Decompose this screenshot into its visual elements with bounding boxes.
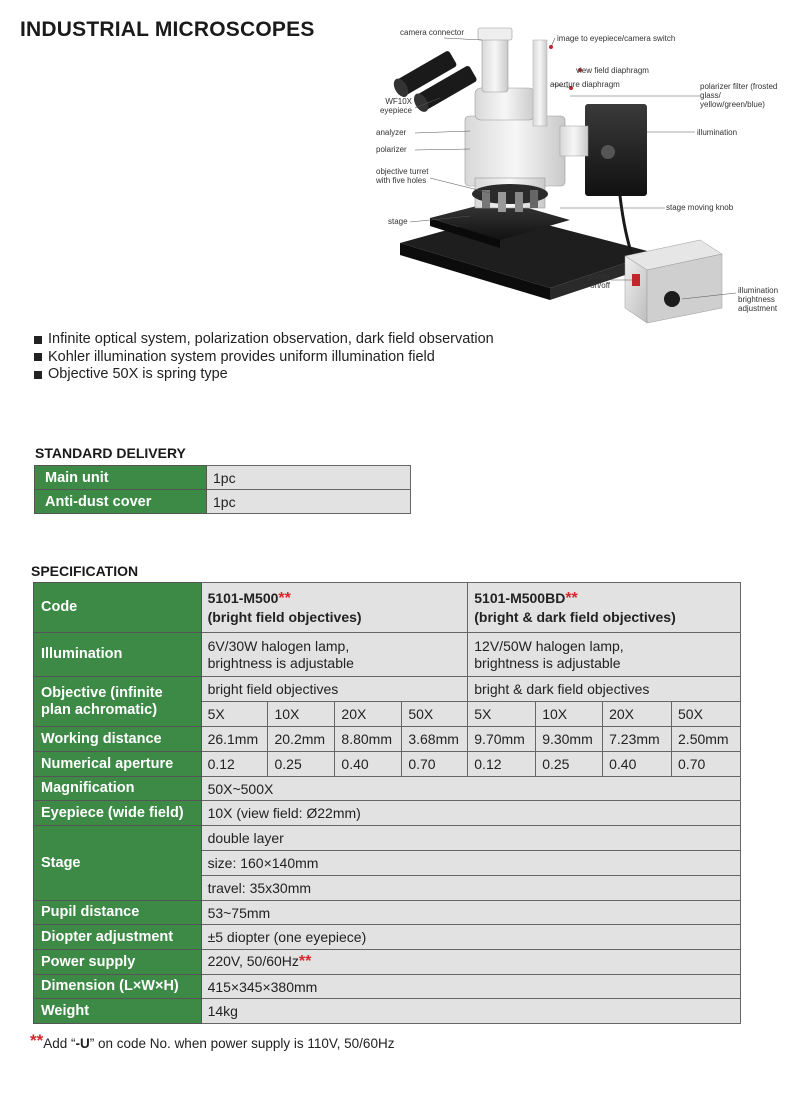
footnote-stars: ** [30,1031,44,1050]
callout-aperture-diaphragm: aperture diaphragm [550,80,620,89]
table-row [34,677,741,702]
callout-polarizer: polarizer [376,145,407,154]
callout-eyepiece: WF10X eyepiece [379,97,412,115]
footnote: **Add “-U” on code No. when power supply is 110V, 50/60Hz [30,1031,395,1051]
callout-illumination: illumination [697,128,738,137]
numerical-aperture-cell: 0.12 [468,752,536,777]
diopter-value: ±5 diopter (one eyepiece) [201,925,740,950]
table-row [34,826,741,851]
table-row [34,583,741,633]
objective-cell: 50X [672,702,741,727]
spec-label-pupil-distance: Pupil distance [34,901,202,925]
table-row [34,801,741,826]
weight-value: 14kg [201,999,740,1024]
table-row [34,950,741,975]
numerical-aperture-cell: 0.25 [268,752,335,777]
table-row [34,975,741,999]
note-star: ** [565,590,578,607]
feature-list [34,331,494,384]
table-row [34,727,741,752]
working-distance-cell: 20.2mm [268,727,335,752]
objective-cell: 5X [201,702,268,727]
spec-title: SPECIFICATION [31,563,139,579]
model-1-illumination: 6V/30W halogen lamp, brightness is adjustable [201,633,468,677]
feature-item: Objective 50X is spring type [34,366,494,384]
spec-label-working-distance: Working distance [34,727,202,752]
callout-objective-turret: objective turret with five holes [376,167,429,185]
spec-label-power-supply: Power supply [34,950,202,975]
spec-label-numerical-aperture: Numerical aperture [34,752,202,777]
spec-label-stage: Stage [34,826,202,901]
working-distance-cell: 9.70mm [468,727,536,752]
table-row [35,466,411,490]
table-row [34,925,741,950]
objective-cell: 20X [335,702,402,727]
objective-cell: 20X [603,702,672,727]
working-distance-cell: 2.50mm [672,727,741,752]
magnification-value: 50X~500X [201,777,740,801]
numerical-aperture-cell: 0.70 [402,752,468,777]
model-2-illumination: 12V/50W halogen lamp, brightness is adjustable [468,633,741,677]
working-distance-cell: 7.23mm [603,727,672,752]
model-2-objective-type: bright & dark field objectives [468,677,741,702]
callout-image-switch: image to eyepiece/camera switch [557,34,676,43]
numerical-aperture-cell: 0.70 [672,752,741,777]
eyepiece-value: 10X (view field: Ø22mm) [201,801,740,826]
delivery-label: Main unit [35,466,207,490]
spec-label-diopter: Diopter adjustment [34,925,202,950]
table-row [34,752,741,777]
objective-cell: 50X [402,702,468,727]
pupil-distance-value: 53~75mm [201,901,740,925]
spec-label-dimension: Dimension (L×W×H) [34,975,202,999]
numerical-aperture-cell: 0.25 [536,752,603,777]
delivery-value: 1pc [207,490,411,514]
callout-brightness-adjustment: illumination brightness adjustment [738,286,779,313]
spec-label-code: Code [34,583,202,633]
callout-camera-connector: camera connector [400,28,465,37]
spec-label-magnification: Magnification [34,777,202,801]
table-row [34,901,741,925]
callout-stage: stage [388,217,408,226]
objective-cell: 5X [468,702,536,727]
objective-cell: 10X [268,702,335,727]
note-star: ** [278,590,291,607]
feature-item: Kohler illumination system provides uniform illumination field [34,349,494,367]
objective-cell: 10X [536,702,603,727]
table-row [34,777,741,801]
numerical-aperture-cell: 0.12 [201,752,268,777]
callout-view-field-diaphragm: view field diaphragm [576,66,649,75]
delivery-label: Anti-dust cover [35,490,207,514]
stage-value: size: 160×140mm [201,851,740,876]
callout-polarizer-filter: polarizer filter (frosted glass/ yellow/green/blue) [700,82,778,109]
numerical-aperture-cell: 0.40 [335,752,402,777]
model-1-code: 5101-M500** (bright field objectives) [201,583,468,633]
feature-item: Infinite optical system, polarization observation, dark field observation [34,331,494,349]
model-2-code: 5101-M500BD** (bright & dark field objectives) [468,583,741,633]
table-row [34,633,741,677]
bullet-square-icon [34,371,42,379]
power-supply-value: 220V, 50/60Hz** [201,950,740,975]
spec-label-objective: Objective (infinite plan achromatic) [34,677,202,727]
delivery-value: 1pc [207,466,411,490]
callout-power-onoff: power on/off [588,272,610,290]
page-title: INDUSTRIAL MICROSCOPES [20,18,315,41]
delivery-title: STANDARD DELIVERY [35,445,186,461]
numerical-aperture-cell: 0.40 [603,752,672,777]
stage-value: double layer [201,826,740,851]
working-distance-cell: 3.68mm [402,727,468,752]
spec-label-weight: Weight [34,999,202,1024]
stage-value: travel: 35x30mm [201,876,740,901]
microscope-figure [370,18,790,328]
note-star: ** [298,953,312,970]
table-row [34,999,741,1024]
dimension-value: 415×345×380mm [201,975,740,999]
spec-label-illumination: Illumination [34,633,202,677]
footnote-code-suffix: -U [75,1036,90,1051]
table-row [35,490,411,514]
callout-analyzer: analyzer [376,128,407,137]
working-distance-cell: 26.1mm [201,727,268,752]
bullet-square-icon [34,336,42,344]
working-distance-cell: 8.80mm [335,727,402,752]
working-distance-cell: 9.30mm [536,727,603,752]
bullet-square-icon [34,353,42,361]
delivery-table [34,465,411,514]
callout-stage-moving-knob: stage moving knob [666,203,734,212]
spec-label-eyepiece: Eyepiece (wide field) [34,801,202,826]
model-1-objective-type: bright field objectives [201,677,468,702]
spec-table [33,582,741,1024]
